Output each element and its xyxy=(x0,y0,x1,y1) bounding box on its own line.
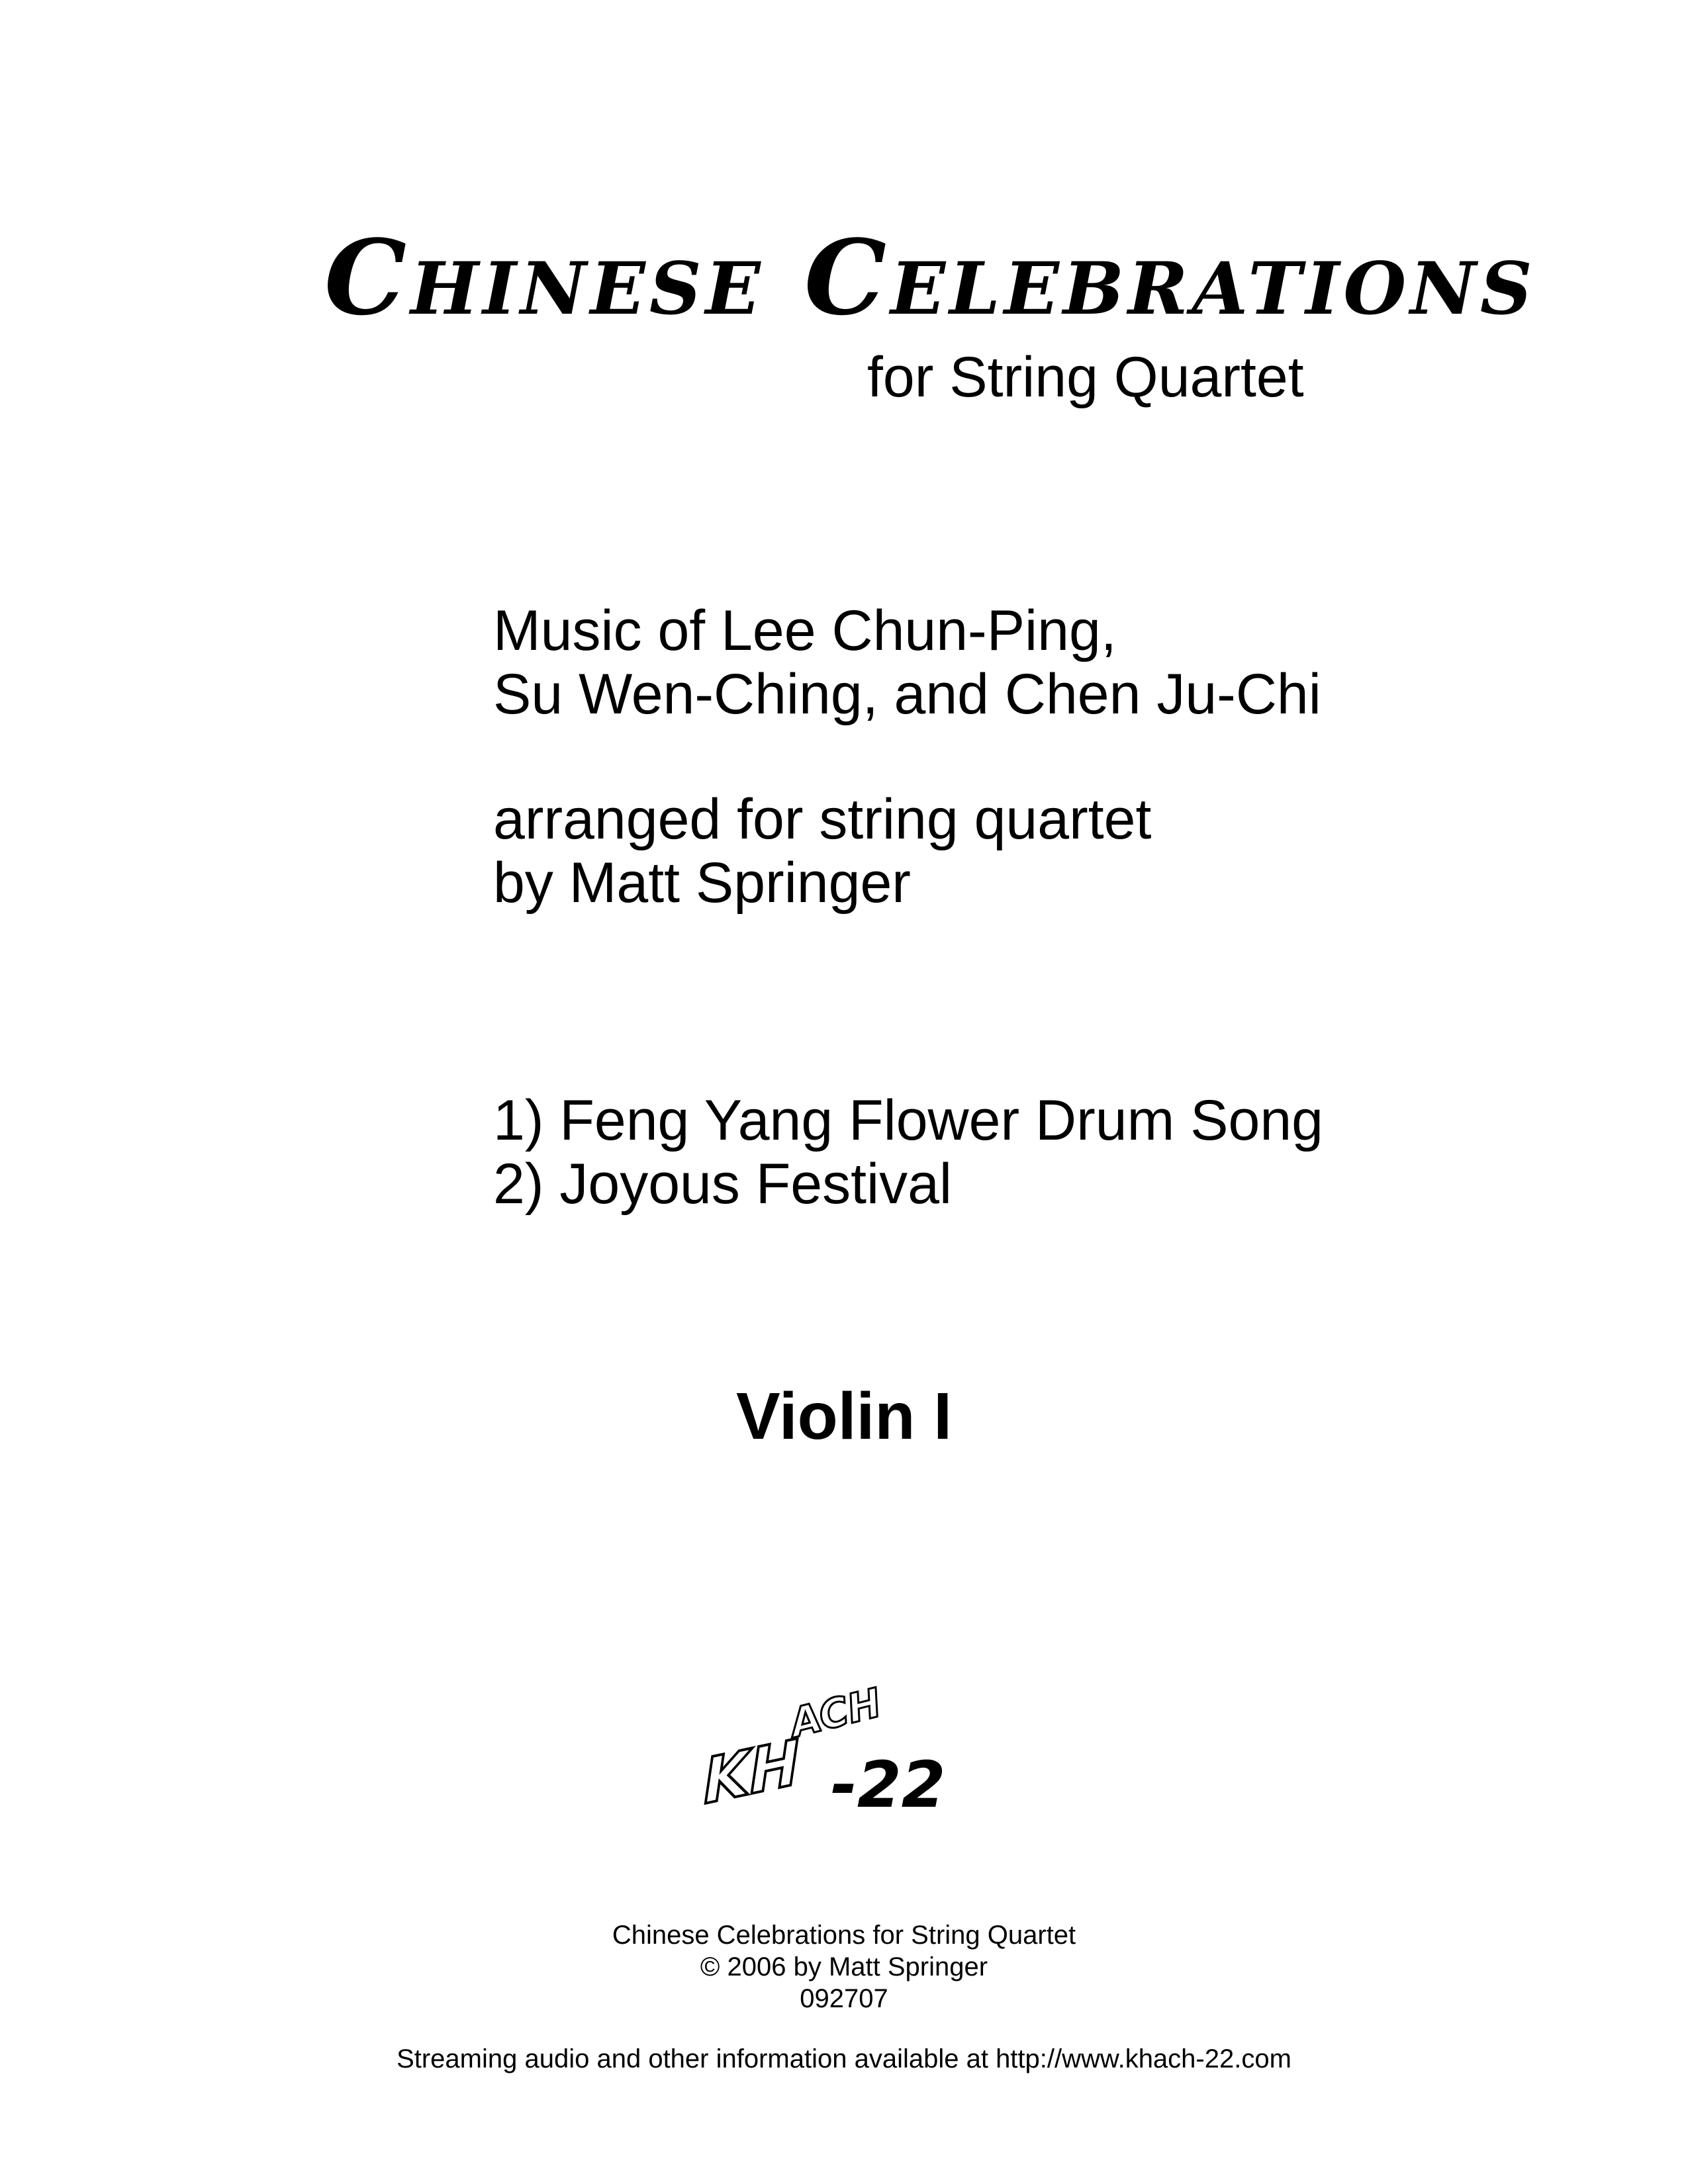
page-title: Chinese Celebrations xyxy=(324,217,1536,338)
arranger-line-1: arranged for string quartet xyxy=(493,788,1152,851)
footer-title: Chinese Celebrations for String Quartet xyxy=(612,1921,1076,1950)
composers-line-2: Su Wen-Ching, and Chen Ju-Chi xyxy=(493,662,1321,726)
khach-22-logo xyxy=(702,1680,966,1853)
piece-item-2: 2) Joyous Festival xyxy=(493,1152,953,1216)
footer-info xyxy=(0,1919,1688,2015)
instrument-part-label: Violin I xyxy=(736,1379,952,1453)
piece-list xyxy=(493,1089,1323,1216)
composers-line-1: Music of Lee Chun-Ping, xyxy=(493,599,1117,662)
footer-copyright: © 2006 by Matt Springer xyxy=(700,1952,988,1981)
arranger-line-2: by Matt Springer xyxy=(493,851,911,915)
piece-item-1: 1) Feng Yang Flower Drum Song xyxy=(493,1089,1323,1152)
logo-text-left: KH xyxy=(702,1725,801,1819)
logo-text-top: ACH xyxy=(785,1680,886,1747)
streaming-info: Streaming audio and other information available at http://www.khach-22.com xyxy=(397,2044,1291,2073)
page-subtitle: for String Quartet xyxy=(867,345,1304,409)
logo-text-right: -22 xyxy=(831,1748,946,1822)
composers-credit xyxy=(493,599,1321,726)
arranger-credit xyxy=(493,788,1151,915)
footer-code: 092707 xyxy=(800,1984,888,2013)
